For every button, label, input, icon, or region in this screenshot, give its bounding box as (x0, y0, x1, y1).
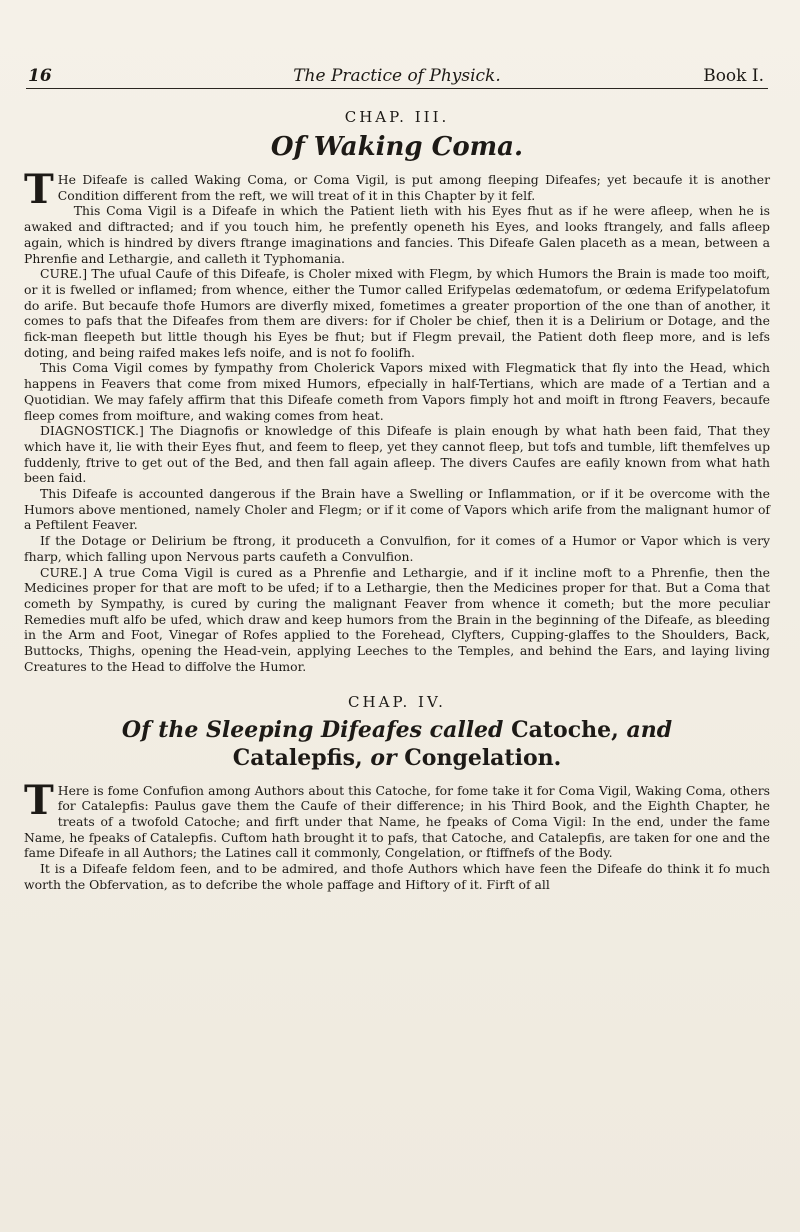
chapter-3-title: Of Waking Coma. (270, 132, 524, 162)
paragraph: T Here is fome Confufion among Authors about this Catoche, for fome take it for Coma Vigil, Waking Coma, others for Catalepfis: Paulus gave them the Caufe of their difference; in his Third Book, and the Eighth Chapter, he treats of a twofold Catoche; and firft under that Name, he fpeaks of Coma Vigil: In the end, under the fame Name, he fpeaks of Catalepfis. Cuftom hath brought it to pafs, that Catoche, and Catalepfis, are taken for one and the fame Difeafe in all Authors; the Latines call it commonly, Congelation, or ftiffnefs of the Body. (24, 776, 770, 861)
page-number: 16 (28, 66, 52, 86)
running-title: The Practice of Physick. (293, 66, 501, 86)
drop-cap: T (24, 166, 54, 213)
running-head (26, 66, 768, 89)
paragraph: It is a Difeafe feldom feen, and to be admired, and thofe Authors which have feen the Difeafe do think it fo much worth the Obfervation, as to defcribe the whole paffage and Hiftory of it. Firft of all (24, 861, 770, 892)
page-body (24, 108, 770, 892)
paragraph: This Coma Vigil is a Difeafe in which the Patient lieth with his Eyes fhut as if he were afleep, when he is awaked and diftracted; and if you touch him, he prefently openeth his Eyes, and looks ftrangely, and falls afleep again, which is hindred by divers ftrange imaginations and fancies. This Difeafe Galen placeth as a mean, between a Phrenfie and Lethargie, and calleth it Typhomania. (24, 203, 770, 266)
paragraph: CURE.] The ufual Caufe of this Difeafe, is Choler mixed with Flegm, by which Humors the Brain is made too moift, or it is fwelled or inflamed; from whence, either the Tumor called Erifypelas œdematofum, or œdema Erifypelatofum do arife. But becaufe thofe Humors are diverfly mixed, fometimes a greater proportion of the one than of another, it comes to pafs that the Difeafes from them are divers: for if Choler be chief, then it is a Delirium or Dotage, and the fick-man fleepeth but little though his Eyes be fhut; but if Flegm prevail, the Patient doth fleep more, and is lefs doting, and being raifed makes lefs noife, and is not fo foolifh. (24, 266, 770, 360)
paragraph: This Coma Vigil comes by fympathy from Cholerick Vapors mixed with Flegmatick that fly into the Head, which happens in Feavers that come from mixed Humors, efpecially in half-Tertians, which are made of a Tertian and a Quotidian. We may fafely affirm that this Difeafe cometh from Vapors fimply hot and moift in ftrong Feavers, becaufe fleep comes from moifture, and waking comes from heat. (24, 360, 770, 423)
drop-cap: T (24, 776, 54, 824)
book-label: Book I. (703, 66, 764, 86)
paragraph: CURE.] A true Coma Vigil is cured as a Phrenfie and Lethargie, and if it incline moft to a Phrenfie, then the Medicines proper for that are moft to be ufed; if to a Lethargie, then the Medicines proper for that. But a Coma that cometh by Sympathy, is cured by curing the malignant Feaver from whence it cometh; but the more peculiar Remedies muft alfo be ufed, which draw and keep humors from the Brain in the beginning of the Difeafe, as bleeding in the Arm and Foot, Vinegar of Rofes applied to the Forehead, Clyfters, Cupping-glaffes to the Shoulders, Back, Buttocks, Thighs, opening the Head-vein, applying Leeches to the Temples, and behind the Ears, and laying living Creatures to the Head to diffolve the Humor. (24, 564, 770, 674)
paragraph: If the Dotage or Delirium be ftrong, it produceth a Convulfion, for it comes of a Humor or Vapor which is very fharp, which falling upon Nervous parts caufeth a Convulfion. (24, 533, 770, 564)
chapter-3-number: CHAP. III. (344, 108, 450, 126)
paragraph: T He Difeafe is called Waking Coma, or Coma Vigil, is put among fleeping Difeafes; yet becaufe it is another Condition different from the reft, we will treat of it in this Chapter by it felf. (24, 166, 770, 213)
chapter-4-title-line-1: Of the Sleeping Difeafes called Catoche, and (121, 716, 673, 743)
chapter-4-number: CHAP. IV. (348, 692, 446, 711)
paragraph: This Difeafe is accounted dangerous if the Brain have a Swelling or Inflammation, or if it be overcome with the Humors above mentioned, namely Choler and Flegm; or if it come of Vapors which arife from the malignant humor of a Peftilent Feaver. (24, 486, 770, 533)
paragraph: DIAGNOSTICK.] The Diagnofis or knowledge of this Difeafe is plain enough by what hath been faid, That they which have it, lie with their Eyes fhut, and feem to fleep, yet they cannot fleep, but tofs and tumble, lift themfelves up fuddenly, ftrive to get out of the Bed, and then fall again afleep. The divers Caufes are eafily known from what hath been faid. (24, 423, 770, 486)
chapter-4-title-line-2: Catalepfis, or Congelation. (232, 744, 562, 771)
